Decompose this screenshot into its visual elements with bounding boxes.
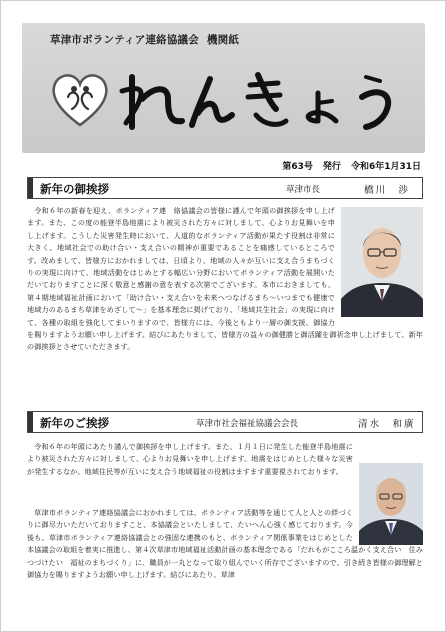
heading-bar <box>28 178 33 198</box>
section-heading-council <box>27 411 423 433</box>
council-greeting-text-1 <box>27 441 353 503</box>
masthead <box>22 23 425 153</box>
photo-spacer <box>335 205 423 321</box>
author-role: 草津市社会福祉協議会会長 <box>196 419 299 429</box>
section-title: 新年の御挨拶 <box>40 182 109 196</box>
council-greeting-body-2: 草津市ボランティア連絡協議会におかれましては、ボランティア活動等を通じて人と人との絆づくりに御尽力いただいておりますこと、本協議会といたしまして、たいへん心強く感じております。今後も、草津市ボランティア連絡協議会との強固な連携のもと、ボランティア関係事業をはじめとした本協議会の取組を着実に推進し、第４次草津市地域福祉活動計画の基本理念である「だれもがこころ温かく支え合い 住みつづけたい 福祉のまちづくり」に、職員が一丸となって取り組んでいく所存でございますので、引き続き皆様の御理解と御協力を賜りますようお願い申し上げます。結びにあたり、草津 <box>27 508 423 580</box>
section-title: 新年のご挨拶 <box>40 416 109 430</box>
author-role: 草津市長 <box>286 185 321 195</box>
author-name: 清水 和廣 <box>358 419 416 430</box>
section-heading-mayor <box>27 177 423 199</box>
council-greeting-text-2 <box>27 507 423 619</box>
mayor-greeting-text <box>27 205 423 395</box>
photo-spacer <box>353 507 423 543</box>
publication-type: 機関紙 <box>206 34 240 46</box>
author-name: 橋川 渉 <box>364 185 411 196</box>
newsletter-title-art <box>118 69 418 133</box>
heart-hands-logo-icon <box>48 67 112 131</box>
issue-published-label: 発行 <box>322 162 341 172</box>
heading-bar <box>28 412 33 432</box>
issue-date: 令和6年1月31日 <box>350 162 421 172</box>
mayor-greeting-body: 令和６年の新春を迎え、ボランティア連 絡協議会の皆様に謹んで年頭の御挨拶を申し上げます。また、この度の能登半島地震により被災された方々に対しまして、心よりお見舞いを申し上げます。こうした災害発生時において、人道的なボランティア活動が果たす役割は非常に大きく、地域社会での助け合い・支え合いの精神が重要であることを痛感しているところです。改めまして、皆様方におかれましては、日頃より、地域の人々が互いに支え合うまちづくりの実現に向けて、地域活動をはじめとする幅広い分野においてボランティア活動を展開いただいておりますことに深く敬意と感謝の意を表する次第でございます。本市におきましても、第４期地域福祉計画において「助け合い・支え合いを未来へつなげるまち～いつまでも健康で地域力のあるまち草津をめざして～」を基本理念に掲げており、「地域共生社会」の実現に向けて、各種の取組を強化してまいりますので、皆様方には、今後ともより一層の御支援、御協力を賜りますようお願い申し上げます。結びにあたりまして、皆様方の益々の御健勝と御活躍を御祈念申し上げまして、新年の御挨拶とさせていただきます。 <box>27 206 423 352</box>
issue-line <box>282 159 421 172</box>
council-greeting-body-1: 令和６年の年頭にあたり謹んで御挨拶を申し上げます。また、１月１日に発生した能登半島地震により被災された方々に対しまして、心よりお見舞いを申し上げます。地震をはじめとした様々な災害が発生するなか、地域住民等が互いに支え合う地域福祉の役割はますます重要視されております。 <box>27 442 353 476</box>
org-name: 草津市ボランティア連絡協議会 <box>50 34 199 46</box>
org-line <box>50 32 239 47</box>
issue-number: 第63号 <box>282 162 313 172</box>
